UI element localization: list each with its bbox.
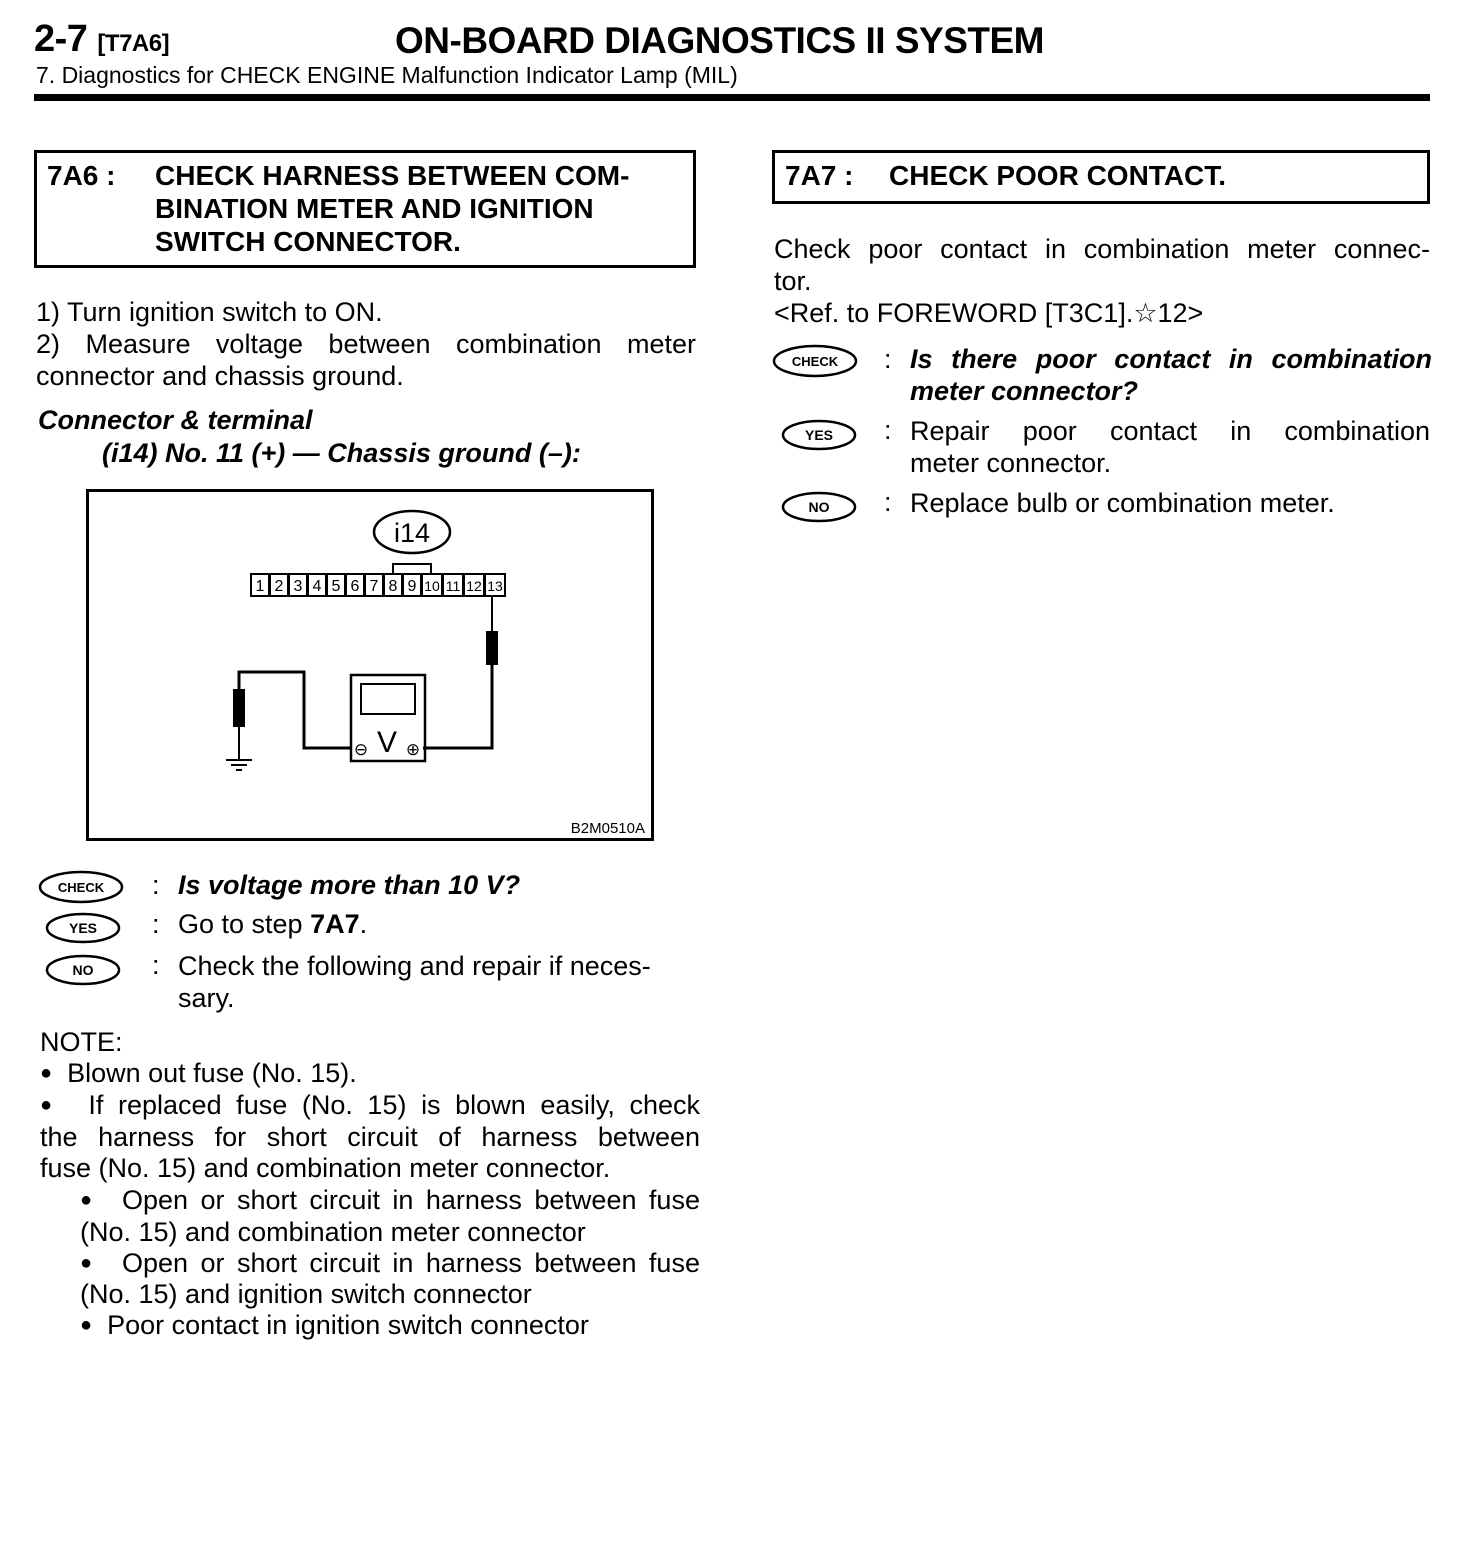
yes-icon: [44, 911, 122, 945]
plus-terminal: ⊕: [405, 740, 421, 760]
no-response-line: sary.: [178, 983, 235, 1013]
bullet-icon: ●: [80, 1189, 98, 1211]
connector-label: Connector & terminal: [38, 405, 313, 435]
voltmeter-symbol: V: [376, 726, 398, 759]
svg-text:CHECK: CHECK: [791, 354, 839, 369]
check-question: Is voltage more than 10 V?: [178, 870, 521, 900]
connector-pins: [251, 574, 505, 596]
connector-pin-label: 7: [369, 578, 379, 595]
positive-lead: [423, 665, 492, 748]
header-rule: [34, 94, 1430, 101]
diagram-svg: [89, 492, 651, 838]
positive-probe: [486, 631, 498, 665]
yes-colon: :: [884, 415, 892, 445]
yes-response: Go to step 7A7.: [178, 909, 368, 939]
body-line: Check poor contact in combination meter connec-: [774, 234, 1430, 264]
step-number: 7A7 :: [785, 160, 854, 191]
section-code: [T7A6]: [97, 30, 170, 57]
connector-pin-label: 11: [445, 578, 461, 594]
svg-text:YES: YES: [804, 427, 834, 443]
instruction-line: 1) Turn ignition switch to ON.: [36, 297, 383, 327]
check-colon: :: [884, 344, 892, 374]
step-reference: 7A7: [310, 909, 360, 939]
check-icon: [38, 870, 124, 904]
check-question-line: meter connector?: [910, 376, 1139, 406]
connector-pin-label: 6: [350, 578, 360, 595]
check-icon: [772, 344, 858, 378]
instruction-line: connector and chassis ground.: [36, 361, 404, 391]
bullet-icon: ●: [80, 1252, 98, 1274]
figure-code: B2M0510A: [570, 820, 645, 837]
note-label: NOTE:: [40, 1027, 123, 1057]
note-bullet: ● Blown out fuse (No. 15).: [40, 1058, 357, 1088]
step-title-line: CHECK HARNESS BETWEEN COM-: [155, 160, 630, 191]
step-title: CHECK POOR CONTACT.: [889, 160, 1227, 191]
svg-text:NO: NO: [72, 962, 94, 978]
connector-pin-label: 12: [466, 578, 482, 594]
connector-pin-label: 10: [424, 578, 440, 594]
instruction-line: 2) Measure voltage between combination meter: [36, 329, 696, 359]
sub-bullet: ● Open or short circuit in harness between fuse: [80, 1248, 700, 1278]
note-bullet: ● If replaced fuse (No. 15) is blown easily, check: [40, 1090, 700, 1120]
yes-icon: [780, 418, 858, 452]
note-bullet-line: the harness for short circuit of harness between: [40, 1122, 700, 1152]
body-line: tor.: [774, 266, 812, 296]
sub-bullet: ● Poor contact in ignition switch connector: [80, 1310, 589, 1340]
step-title-line: BINATION METER AND IGNITION: [155, 193, 594, 224]
bullet-icon: ●: [80, 1314, 93, 1336]
step-number: 7A6 :: [47, 160, 116, 191]
svg-text:CHECK: CHECK: [57, 880, 105, 895]
connector-tab: [393, 564, 431, 574]
connector-pin-label: 9: [407, 578, 417, 595]
sub-bullet-line: (No. 15) and combination meter connector: [80, 1217, 586, 1247]
check-colon: :: [152, 870, 160, 900]
no-icon: [44, 953, 122, 987]
connector-spec: (i14) No. 11 (+) — Chassis ground (–):: [102, 438, 581, 468]
reference-line: <Ref. to FOREWORD [T3C1].☆12>: [774, 298, 1204, 328]
connector-id: i14: [393, 518, 431, 548]
note-bullet-line: fuse (No. 15) and combination meter connector.: [40, 1153, 611, 1183]
connector-pin-label: 3: [293, 578, 303, 595]
negative-lead: [239, 672, 352, 748]
svg-text:YES: YES: [68, 920, 98, 936]
connector-pin-label: 13: [487, 578, 503, 594]
sub-bullet: ● Open or short circuit in harness between fuse: [80, 1185, 700, 1215]
negative-probe: [233, 689, 245, 727]
check-question-line: Is there poor contact in combination: [910, 344, 1432, 374]
connector-pin-label: 1: [255, 578, 265, 595]
no-icon: [780, 490, 858, 524]
svg-text:NO: NO: [808, 499, 830, 515]
yes-response-line: Repair poor contact in combination: [910, 416, 1430, 446]
page-number: 2-7 [T7A6]: [34, 18, 170, 60]
no-colon: :: [152, 950, 160, 980]
no-response-line: Check the following and repair if neces-: [178, 951, 651, 981]
connector-pin-label: 2: [274, 578, 284, 595]
step-title-line: SWITCH CONNECTOR.: [155, 226, 461, 257]
page-subtitle: 7. Diagnostics for CHECK ENGINE Malfunction Indicator Lamp (MIL): [36, 62, 738, 88]
minus-terminal: ⊖: [353, 740, 369, 760]
connector-pin-label: 5: [331, 578, 341, 595]
voltmeter-display: [361, 684, 415, 714]
bullet-icon: ●: [40, 1062, 53, 1084]
connector-pin-label: 4: [312, 578, 322, 595]
no-colon: :: [884, 487, 892, 517]
bullet-icon: ●: [40, 1094, 60, 1116]
page-title: ON-BOARD DIAGNOSTICS II SYSTEM: [395, 20, 1044, 61]
yes-response-line: meter connector.: [910, 448, 1112, 478]
no-response: Replace bulb or combination meter.: [910, 488, 1335, 518]
sub-bullet-line: (No. 15) and ignition switch connector: [80, 1279, 532, 1309]
wiring-diagram: [86, 489, 654, 841]
connector-pin-label: 8: [388, 578, 398, 595]
step-box-7a7: [772, 150, 1430, 204]
step-box-7a6: [34, 150, 696, 268]
yes-colon: :: [152, 909, 160, 939]
